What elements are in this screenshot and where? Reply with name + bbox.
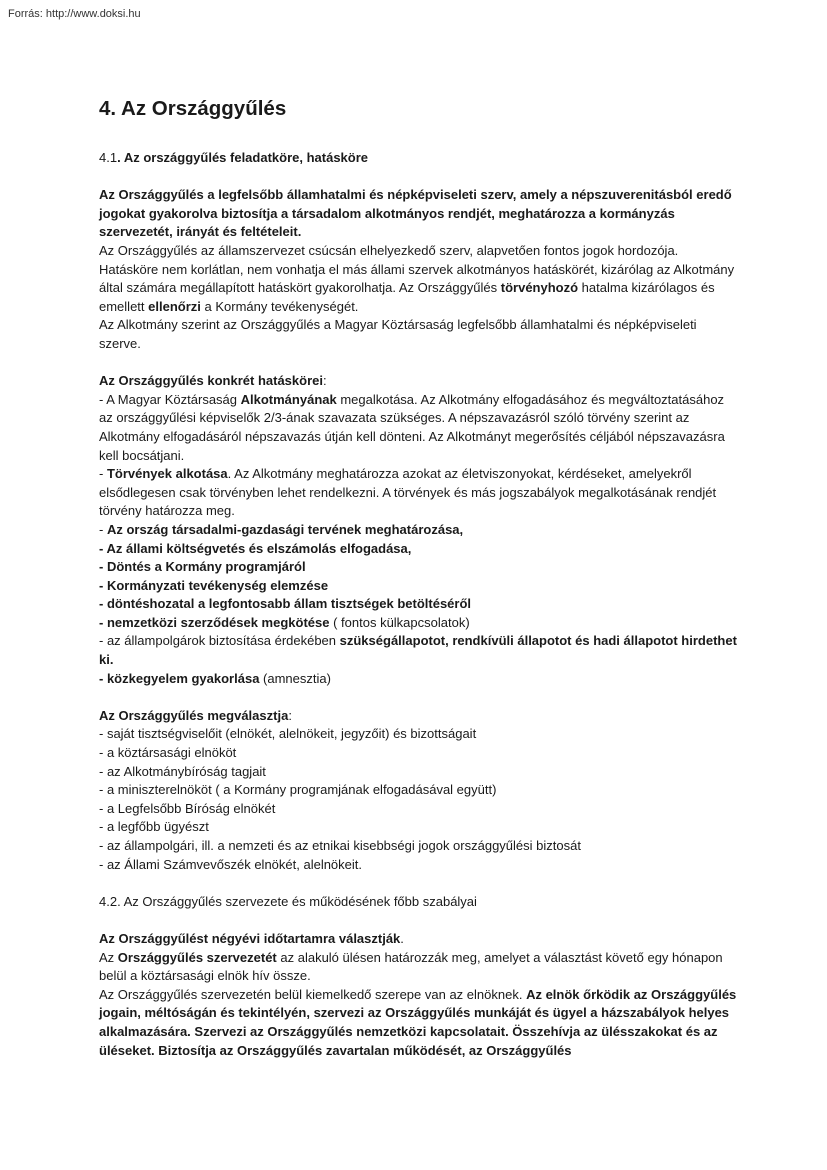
elect-item: - az állampolgári, ill. a nemzeti és az etnikai kisebbségi jogok országgyűlési biztosát	[99, 838, 581, 854]
power-item: - A Magyar Köztársaság Alkotmányának megalkotása. Az Alkotmány elfogadásához és megváltoztatásához az országgyűlési képviselők 2/3-ának szavazata szükséges. A népszavazásról szóló törvény szerint az Alkotmány elfogadásáról népszavazás útján kell dönteni. Az Alkotmányt megerősítés céljából népszavazásra kell bocsátjani.	[99, 391, 725, 463]
org-paragraph-3: Az Országgyűlés szervezetén belül kiemelkedő szerepe van az elnöknek. Az elnök őrködik az Országgyűlés jogain, méltóságán és tekintélyén, szervezi az Országgyűlés munkáját és ügyel a házszabályok helyes alkalmazására. Szervezi az Országgyűlés nemzetközi kapcsolatait. Összehívja az ülésszakokat és az üléseket. Biztosítja az Országgyűlés zavartalan működését, az Országgyűlés	[99, 986, 737, 1058]
intro-paragraph: Az Országgyűlés az államszervezet csúcsán elhelyezkedő szerv, alapvetően fontos jogok hordozója. Hatásköre nem korlátlan, nem vonhatja el más állami szervek alkotmányos hatáskörét, kizárólag az Alkotmány által számára megállapított hatáskört gyakorolhatja. Az Országgyűlés törvényhozó hatalma kizárólagos és emellett ellenőrzi a Kormány tevékenységét.	[99, 243, 735, 314]
power-item: - Az ország társadalmi-gazdasági tervének meghatározása,	[99, 521, 464, 537]
power-item: - döntéshozatal a legfontosabb állam tisztségek betöltéséről	[99, 596, 472, 612]
org-paragraph-1: Az Országgyűlést négyévi időtartamra választják.	[99, 930, 404, 946]
elect-item: - saját tisztségviselőit (elnökét, alelnökeit, jegyzőit) és bizottságait	[99, 726, 477, 742]
source-note: Forrás: http://www.doksi.hu	[8, 8, 141, 20]
power-item: - az állampolgárok biztosítása érdekében szükségállapotot, rendkívüli állapotot és hadi állapotot hirdethet ki.	[99, 633, 737, 668]
intro-paragraph-2: Az Alkotmány szerint az Országgyűlés a Magyar Köztársaság legfelsőbb államhatalmi és népképviseleti szerve.	[99, 317, 697, 351]
intro-bold-paragraph: Az Országgyűlés a legfelsőbb államhatalmi és népképviseleti szerv, amely a népszuverenitásból eredő jogokat gyakorolva biztosítja a társadalom alkotmányos rendjét, meghatározza a kormányzás szervezetét, irányát és feltételeit.	[99, 187, 732, 240]
power-item: - közkegyelem gyakorlása (amnesztia)	[99, 670, 331, 686]
power-item: - nemzetközi szerződések megkötése ( fontos külkapcsolatok)	[99, 614, 470, 630]
elect-item: - az Alkotmánybíróság tagjait	[99, 763, 266, 779]
org-paragraph-2: Az Országgyűlés szervezetét az alakuló ülésen határozzák meg, amelyet a választást követő egy hónapon belül a köztársasági elnök hív össze.	[99, 949, 723, 984]
elect-item: - a Legfelsőbb Bíróság elnökét	[99, 800, 276, 816]
elect-item: - a legfőbb ügyészt	[99, 819, 209, 835]
power-item: - Törvények alkotása. Az Alkotmány meghatározza azokat az életviszonyokat, kérdéseket, amelyekről elsődlegesen csak törvényben lehet rendelkezni. A törvények és más jogszabályok megalkotásának rendjét törvény határozza meg.	[99, 466, 717, 519]
section-4-1-heading	[99, 149, 739, 168]
power-item: - Kormányzati tevékenység elemzése	[99, 577, 329, 593]
section-title: . Az országgyűlés feladatköre, hatásköre	[117, 149, 369, 165]
section-number: 4.1	[99, 149, 118, 165]
elects-heading: Az Országgyűlés megválasztja:	[99, 707, 292, 723]
elect-item: - a köztársasági elnököt	[99, 745, 237, 761]
power-item: - Döntés a Kormány programjáról	[99, 559, 306, 575]
page-title: 4. Az Országgyűlés	[99, 97, 287, 120]
elect-item: - a miniszterelnököt ( a Kormány programjának elfogadásával együtt)	[99, 782, 497, 798]
section-4-2-heading: 4.2. Az Országgyűlés szervezete és működésének főbb szabályai	[99, 893, 477, 909]
powers-heading: Az Országgyűlés konkrét hatáskörei:	[99, 373, 327, 389]
document-body	[99, 96, 739, 1060]
elect-item: - az Állami Számvevőszék elnökét, alelnökeit.	[99, 856, 363, 872]
power-item: - Az állami költségvetés és elszámolás elfogadása,	[99, 540, 412, 556]
